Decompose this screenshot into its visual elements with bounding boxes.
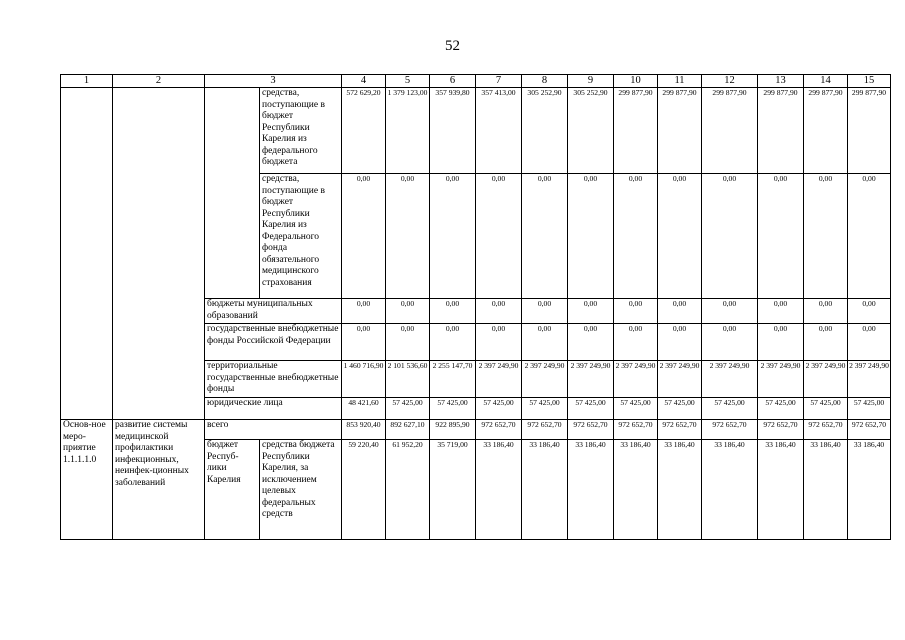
value-cell: 57 425,00 [702, 398, 758, 420]
value-cell: 2 397 249,90 [614, 361, 658, 398]
col-header: 3 [205, 75, 342, 88]
value-cell: 972 652,70 [702, 420, 758, 440]
value-cell: 922 895,90 [430, 420, 476, 440]
value-cell: 972 652,70 [804, 420, 848, 440]
value-cell: 1 460 716,90 [342, 361, 386, 398]
value-cell: 0,00 [658, 174, 702, 299]
value-cell: 61 952,20 [386, 440, 430, 540]
col-header: 14 [804, 75, 848, 88]
value-cell: 0,00 [522, 324, 568, 361]
value-cell: 0,00 [614, 174, 658, 299]
value-cell: 57 425,00 [522, 398, 568, 420]
col-header: 2 [113, 75, 205, 88]
activity-code: Основ-ное меро-приятие 1.1.1.1.0 [61, 420, 113, 540]
value-cell: 33 186,40 [758, 440, 804, 540]
value-cell: 59 220,40 [342, 440, 386, 540]
col-header: 15 [848, 75, 891, 88]
value-cell: 48 421,60 [342, 398, 386, 420]
value-cell: 0,00 [804, 174, 848, 299]
value-cell: 0,00 [386, 324, 430, 361]
col-header: 1 [61, 75, 113, 88]
col-header: 9 [568, 75, 614, 88]
value-cell: 0,00 [614, 324, 658, 361]
empty-cell [61, 88, 113, 420]
table-row [61, 420, 891, 440]
source-label: государственные внебюджетные фонды Российской Федерации [205, 324, 342, 361]
value-cell: 33 186,40 [522, 440, 568, 540]
value-cell: 33 186,40 [804, 440, 848, 540]
value-cell: 972 652,70 [614, 420, 658, 440]
value-cell: 0,00 [522, 299, 568, 324]
value-cell: 0,00 [568, 324, 614, 361]
value-cell: 57 425,00 [758, 398, 804, 420]
value-cell: 892 627,10 [386, 420, 430, 440]
header-row [61, 75, 891, 88]
col-header: 6 [430, 75, 476, 88]
value-cell: 0,00 [430, 324, 476, 361]
source-label: средства, поступающие в бюджет Республики Карелия из федерального бюджета [260, 88, 342, 174]
col-header: 13 [758, 75, 804, 88]
value-cell: 0,00 [848, 299, 891, 324]
col-header: 8 [522, 75, 568, 88]
value-cell: 0,00 [702, 299, 758, 324]
value-cell: 299 877,90 [658, 88, 702, 174]
value-cell: 0,00 [476, 299, 522, 324]
value-cell: 2 397 249,90 [702, 361, 758, 398]
page-number: 52 [445, 38, 460, 54]
col-header: 7 [476, 75, 522, 88]
value-cell: 0,00 [804, 299, 848, 324]
budget-table [60, 74, 891, 540]
source-label: бюджеты муниципальных образований [205, 299, 342, 324]
col-header: 11 [658, 75, 702, 88]
value-cell: 0,00 [658, 299, 702, 324]
value-cell: 0,00 [430, 299, 476, 324]
value-cell: 0,00 [522, 174, 568, 299]
value-cell: 2 397 249,90 [658, 361, 702, 398]
value-cell: 0,00 [568, 174, 614, 299]
source-label: территориальные государственные внебюджетные фонды [205, 361, 342, 398]
value-cell: 0,00 [758, 324, 804, 361]
value-cell: 972 652,70 [848, 420, 891, 440]
col-header: 4 [342, 75, 386, 88]
value-cell: 299 877,90 [848, 88, 891, 174]
value-cell: 972 652,70 [476, 420, 522, 440]
source-label: средства, поступающие в бюджет Республики Карелия из Федерального фонда обязательного медицинского страхования [260, 174, 342, 299]
source-label: всего [205, 420, 342, 440]
value-cell: 299 877,90 [804, 88, 848, 174]
col-header: 12 [702, 75, 758, 88]
value-cell: 972 652,70 [758, 420, 804, 440]
value-cell: 305 252,90 [568, 88, 614, 174]
value-cell: 0,00 [386, 299, 430, 324]
value-cell: 35 719,00 [430, 440, 476, 540]
value-cell: 853 920,40 [342, 420, 386, 440]
value-cell: 299 877,90 [758, 88, 804, 174]
value-cell: 33 186,40 [848, 440, 891, 540]
value-cell: 2 397 249,90 [848, 361, 891, 398]
value-cell: 357 939,80 [430, 88, 476, 174]
col-header: 5 [386, 75, 430, 88]
value-cell: 1 379 123,00 [386, 88, 430, 174]
value-cell: 0,00 [614, 299, 658, 324]
value-cell: 57 425,00 [386, 398, 430, 420]
source-label: юридические лица [205, 398, 342, 420]
value-cell: 0,00 [342, 324, 386, 361]
value-cell: 57 425,00 [658, 398, 702, 420]
value-cell: 972 652,70 [522, 420, 568, 440]
value-cell: 2 397 249,90 [522, 361, 568, 398]
value-cell: 2 397 249,90 [804, 361, 848, 398]
value-cell: 972 652,70 [568, 420, 614, 440]
value-cell: 2 255 147,70 [430, 361, 476, 398]
value-cell: 57 425,00 [476, 398, 522, 420]
value-cell: 0,00 [702, 324, 758, 361]
value-cell: 2 397 249,90 [568, 361, 614, 398]
value-cell: 0,00 [848, 174, 891, 299]
value-cell: 299 877,90 [614, 88, 658, 174]
col-header: 10 [614, 75, 658, 88]
value-cell: 0,00 [342, 299, 386, 324]
value-cell: 57 425,00 [430, 398, 476, 420]
empty-cell [205, 88, 260, 299]
value-cell: 0,00 [804, 324, 848, 361]
table-row [61, 88, 891, 174]
value-cell: 0,00 [702, 174, 758, 299]
value-cell: 2 101 536,60 [386, 361, 430, 398]
value-cell: 357 413,00 [476, 88, 522, 174]
value-cell: 305 252,90 [522, 88, 568, 174]
value-cell: 57 425,00 [568, 398, 614, 420]
value-cell: 0,00 [342, 174, 386, 299]
value-cell: 0,00 [848, 324, 891, 361]
value-cell: 0,00 [386, 174, 430, 299]
value-cell: 57 425,00 [848, 398, 891, 420]
value-cell: 33 186,40 [658, 440, 702, 540]
value-cell: 0,00 [476, 174, 522, 299]
value-cell: 299 877,90 [702, 88, 758, 174]
value-cell: 33 186,40 [568, 440, 614, 540]
value-cell: 2 397 249,90 [758, 361, 804, 398]
value-cell: 0,00 [758, 299, 804, 324]
value-cell: 0,00 [658, 324, 702, 361]
value-cell: 0,00 [568, 299, 614, 324]
budget-label: бюджет Респуб-лики Карелия [205, 440, 260, 540]
source-label: средства бюджета Республики Карелия, за исключением целевых федеральных средств [260, 440, 342, 540]
value-cell: 2 397 249,90 [476, 361, 522, 398]
value-cell: 572 629,20 [342, 88, 386, 174]
value-cell: 0,00 [758, 174, 804, 299]
value-cell: 57 425,00 [804, 398, 848, 420]
value-cell: 33 186,40 [702, 440, 758, 540]
value-cell: 0,00 [430, 174, 476, 299]
value-cell: 57 425,00 [614, 398, 658, 420]
value-cell: 972 652,70 [658, 420, 702, 440]
activity-name: развитие системы медицинской профилактики инфекционных, неинфек-ционных заболеваний [113, 420, 205, 540]
value-cell: 33 186,40 [476, 440, 522, 540]
value-cell: 0,00 [476, 324, 522, 361]
empty-cell [113, 88, 205, 420]
value-cell: 33 186,40 [614, 440, 658, 540]
